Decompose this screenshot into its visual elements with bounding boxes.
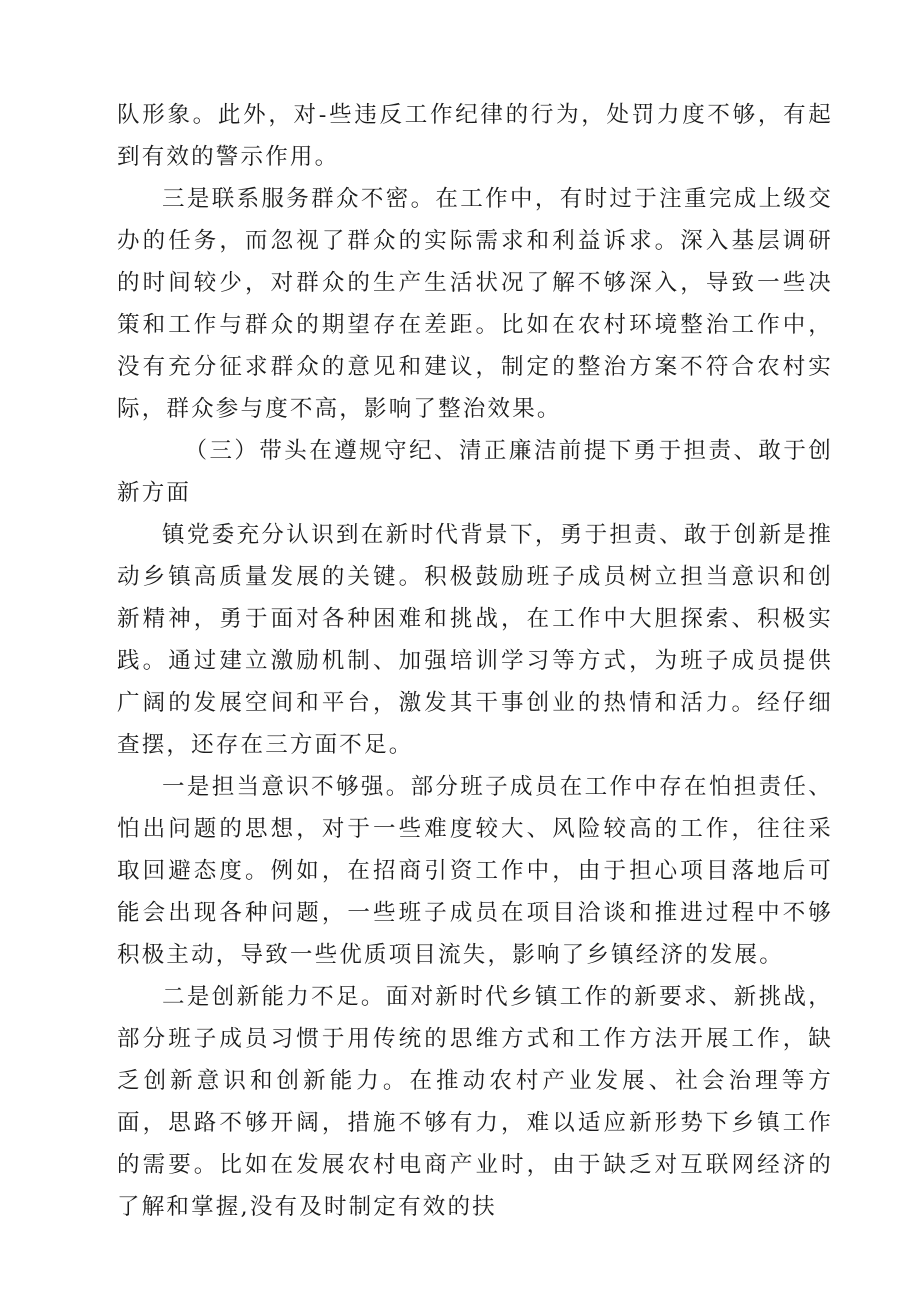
continuation-paragraph: 队形象。此外，对-些违反工作纪律的行为，处罚力度不够，有起到有效的警示作用。 [117,102,833,170]
section-heading: （三）带头在遵规守纪、清正廉洁前提下勇于担责、敢于创新方面 [117,438,833,506]
body-paragraph-responsibility: 一是担当意识不够强。部分班子成员在工作中存在怕担责任、怕出问题的思想，对于一些难度较大、风险较高的工作，往往采取回避态度。例如，在招商引资工作中，由于担心项目落地后可能会出现各种问题，一些班子成员在项目洽谈和推进过程中不够积极主动，导致一些优质项目流失，影响了乡镇经济的发展。 [117,774,833,968]
body-paragraph-overview: 镇党委充分认识到在新时代背景下，勇于担责、敢于创新是推动乡镇高质量发展的关键。积极鼓励班子成员树立担当意识和创新精神，勇于面对各种困难和挑战，在工作中大胆探索、积极实践。通过建立激励机制、加强培训学习等方式，为班子成员提供广阔的发展空间和平台，激发其干事创业的热情和活力。经仔细查摆，还存在三方面不足。 [117,522,833,758]
body-paragraph-contact-masses: 三是联系服务群众不密。在工作中，有时过于注重完成上级交办的任务，而忽视了群众的实际需求和利益诉求。深入基层调研的时间较少，对群众的生产生活状况了解不够深入，导致一些决策和工作与群众的期望存在差距。比如在农村环境整治工作中，没有充分征求群众的意见和建议，制定的整治方案不符合农村实际，群众参与度不高，影响了整治效果。 [117,186,833,422]
document-page [117,94,833,1228]
body-paragraph-innovation: 二是创新能力不足。面对新时代乡镇工作的新要求、新挑战，部分班子成员习惯于用传统的思维方式和工作方法开展工作，缺乏创新意识和创新能力。在推动农村产业发展、社会治理等方面，思路不够开阔，措施不够有力，难以适应新形势下乡镇工作的需要。比如在发展农村电商产业时，由于缺乏对互联网经济的了解和掌握,没有及时制定有效的扶 [117,984,833,1220]
